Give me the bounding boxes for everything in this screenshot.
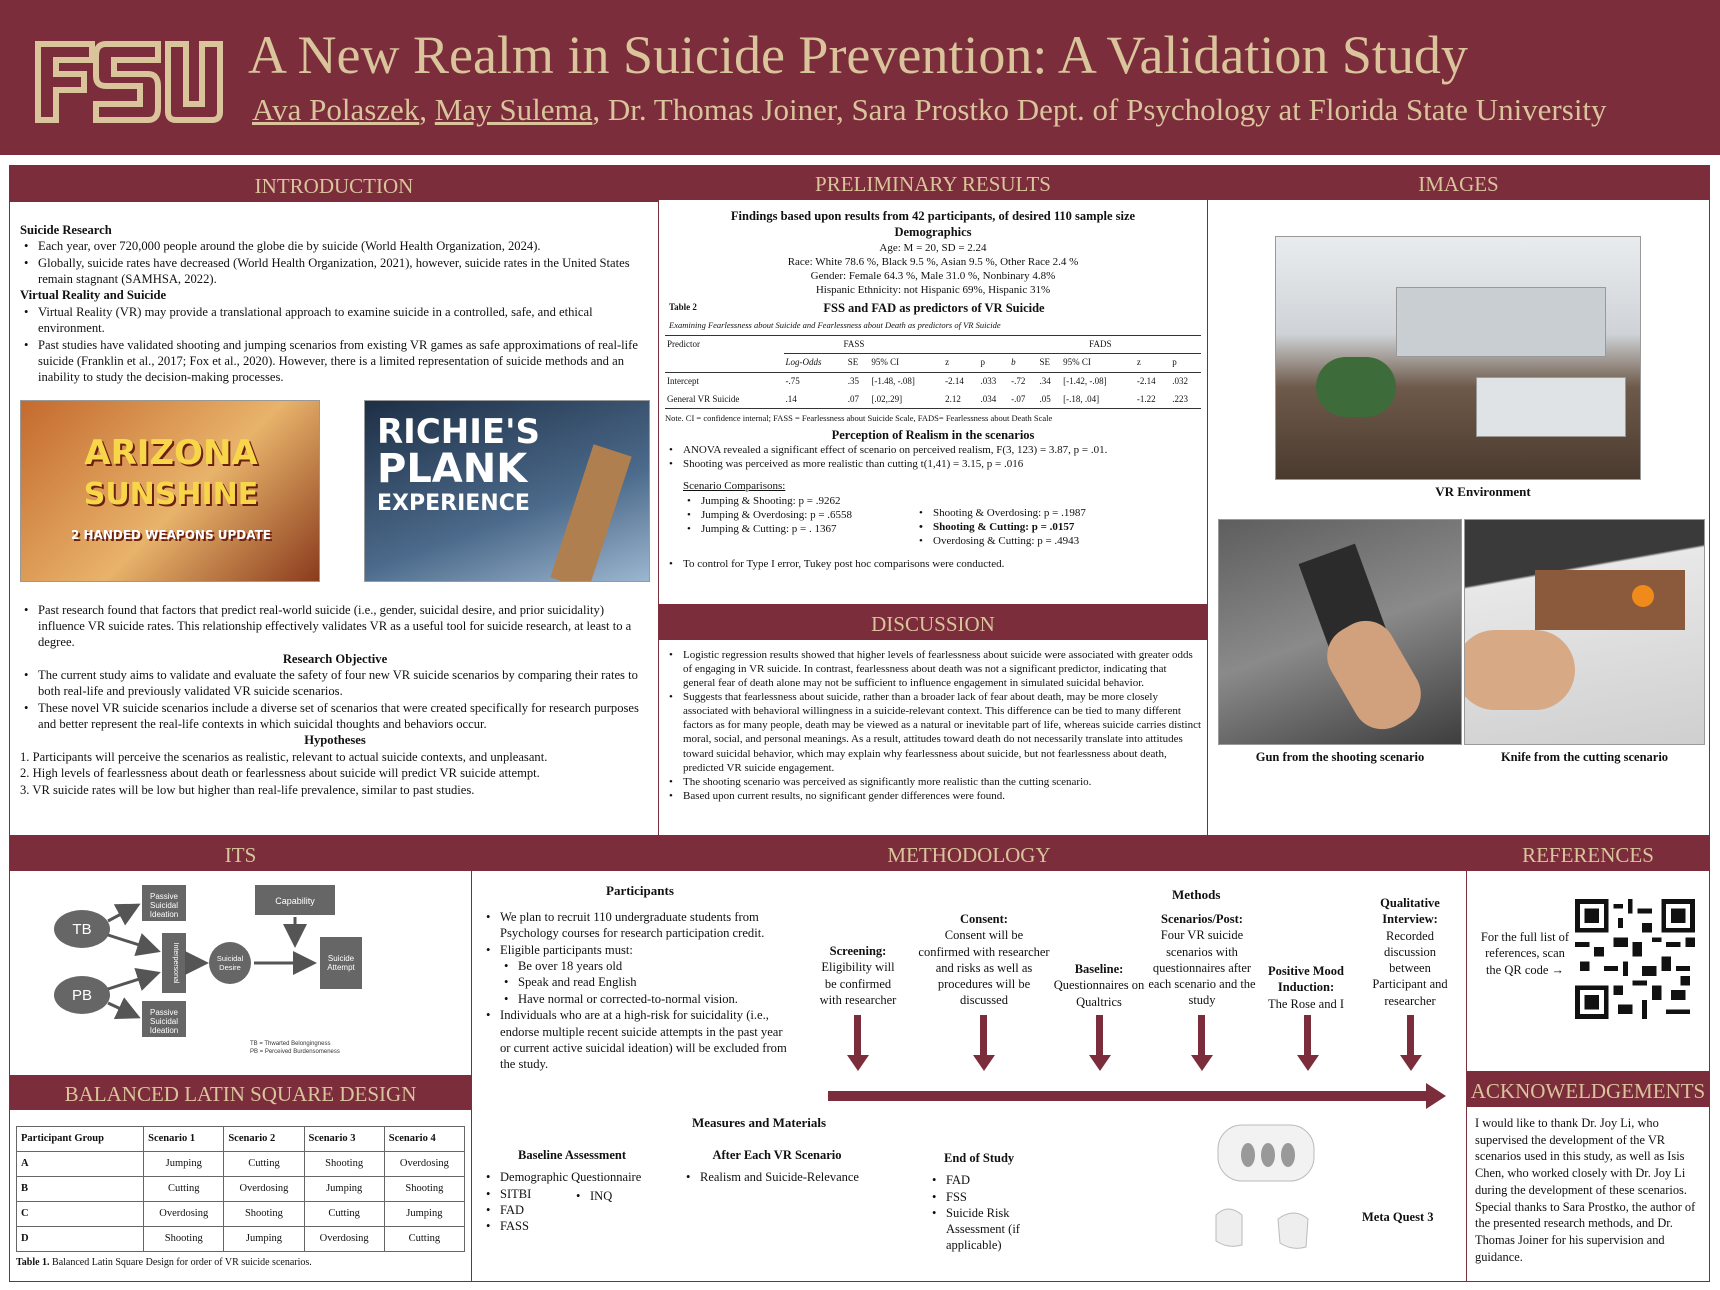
list-item: • We plan to recruit 110 undergraduate students from Psychology courses for research participation credit. xyxy=(482,909,792,942)
knife-image xyxy=(1464,519,1705,745)
step-screening: Screening: Eligibility will be confirmed with researcher xyxy=(819,944,897,1007)
fsu-logo xyxy=(34,40,224,124)
images-heading: IMAGES xyxy=(1208,166,1709,200)
weapons-subtitle: 2 HANDED WEAPONS UPDATE xyxy=(70,527,271,542)
capability-node: Capability xyxy=(275,896,315,906)
latin-square-heading: BALANCED LATIN SQUARE DESIGN xyxy=(10,1076,471,1110)
after-scenario-heading: After Each VR Scenario xyxy=(712,1148,842,1162)
timeline-arrow xyxy=(1198,1015,1205,1057)
list-item: • Jumping & Cutting: p = . 1367 xyxy=(683,522,915,536)
table-row: A Jumping Cutting Shooting Overdosing xyxy=(17,1152,465,1177)
table-col: z xyxy=(943,354,978,373)
meta-quest-caption: Meta Quest 3 xyxy=(1362,1210,1434,1224)
references-text: For the full list of references, scan the QR code → xyxy=(1480,930,1570,977)
methods-heading: Methods xyxy=(1172,887,1221,902)
findings-text: Findings based upon results from 42 participants, of desired 110 sample size xyxy=(730,209,1136,223)
list-item: • FASS xyxy=(482,1218,682,1234)
demographic-gender: Gender: Female 64.3 %, Male 31.0 %, Nonbinary 4.8% xyxy=(810,270,1056,283)
table-row: C Overdosing Shooting Cutting Jumping xyxy=(17,1202,465,1227)
list-item: • The current study aims to validate and evaluate the safety of four new VR suicide scenarios by comparing their rates to both real-life and previously validated VR suicide scenarios. xyxy=(20,667,650,700)
svg-text:Passive: Passive xyxy=(149,892,179,901)
timeline-arrow xyxy=(854,1015,861,1057)
arizona-sunshine-image xyxy=(20,400,320,582)
svg-text:Ideation: Ideation xyxy=(149,1026,179,1035)
step-consent: Consent: Consent will be confirmed with researcher and risks as well as procedures will be discussed xyxy=(918,912,1050,1008)
baseline-assessment-heading: Baseline Assessment xyxy=(518,1148,626,1162)
list-item: • Logistic regression results showed that higher levels of fearlessness about suicide were associated with greater odds of engaging in VR suicide. In contrast, fearlessness about death was not a significant predictor, indicating that general fear of death alone may not be sufficient to influence engagement in simulated suicidal behavior. xyxy=(665,648,1201,690)
list-item: • FAD xyxy=(928,1172,1068,1188)
poster-authors: Ava Polaszek, May Sulema, Dr. Thomas Joiner, Sara Prostko Dept. of Psychology at Florida State University xyxy=(252,92,1607,127)
svg-text:Desire: Desire xyxy=(219,963,241,972)
step-scenarios: Scenarios/Post: Four VR suicide scenarios with questionnaires after each scenario and the study xyxy=(1148,912,1256,1008)
table-row: D Shooting Jumping Overdosing Cutting xyxy=(17,1227,465,1252)
demographics-heading: Demographics xyxy=(894,225,972,240)
demographic-age: Age: M = 20, SD = 2.24 xyxy=(879,241,987,254)
latin-square-table: Participant Group Scenario 1 Scenario 2 Scenario 3 Scenario 4 A Jumping Cutting Shooting Overdosing B Cutting Overdosing Jumping Shooting C Overdosing Shooting Cutting Jumping D Shooting Jumping Overdosing Cutting xyxy=(16,1126,465,1252)
richies-title: RICHIE'S xyxy=(377,411,541,452)
timeline-arrow xyxy=(1096,1015,1103,1057)
table-col: 95% CI xyxy=(869,354,943,373)
regression-table xyxy=(665,335,1201,410)
demographic-race: Race: White 78.6 %, Black 9.5 %, Asian 9.5 %, Other Race 2.4 % xyxy=(787,255,1079,268)
knife-caption: Knife from the cutting scenario xyxy=(1500,750,1669,764)
table-col: z xyxy=(1135,354,1170,373)
hypotheses-heading: Hypotheses xyxy=(304,733,366,748)
intro-subheading: Virtual Reality and Suicide xyxy=(20,288,167,303)
table-row: Intercept -.75 .35 [-1.48, -.08] -2.14 .033 -.72 .34 [-1.42, -.08] -2.14 .032 xyxy=(667,376,1188,387)
svg-text:Passive: Passive xyxy=(149,1008,179,1017)
table-col: Log-Odds xyxy=(784,354,846,373)
discussion-panel xyxy=(658,605,1208,836)
research-objective-heading: Research Objective xyxy=(282,651,388,666)
list-item: • To control for Type I error, Tukey post hoc comparisons were conducted. xyxy=(665,557,1201,571)
end-of-study xyxy=(928,1150,1068,1254)
poster-title: A New Realm in Suicide Prevention: A Validation Study xyxy=(248,25,1468,85)
list-item: • Overdosing & Cutting: p = .4943 xyxy=(915,534,1086,548)
list-item: • FSS xyxy=(928,1189,1068,1205)
table-row: General VR Suicide .14 .07 [.02,.29] 2.12 .034 -.07 .05 [-.18, .04] -1.22 .223 xyxy=(667,393,1188,404)
references-panel xyxy=(1466,836,1710,1072)
its-diagram xyxy=(10,873,472,1073)
table-col: 95% CI xyxy=(1061,354,1135,373)
list-item: • Realism and Suicide-Relevance xyxy=(682,1169,872,1185)
its-legend-pb: PB = Perceived Burdensomeness xyxy=(250,1049,340,1055)
list-item: • Jumping & Overdosing: p = .6558 xyxy=(683,508,915,522)
table-caption: Examining Fearlessness about Suicide and Fearlessness about Death as predictors of VR Suicide xyxy=(669,319,1001,330)
vr-environment-image xyxy=(1275,236,1641,480)
measures-heading: Measures and Materials xyxy=(692,1115,827,1130)
table-header: FADS xyxy=(1089,338,1112,349)
list-item: • Individuals who are at a high-risk for suicidality (i.e., endorse multiple recent suicide attempts in the past year or current active suicidal ideation) will be excluded from the study. xyxy=(482,1007,792,1072)
scenario-comparisons-heading: Scenario Comparisons: xyxy=(683,480,786,493)
timeline-arrow xyxy=(1304,1015,1311,1057)
step-qualitative-interview: Qualitative Interview: Recorded discussion between Participant and researcher xyxy=(1372,896,1448,1008)
svg-text:Suicidal: Suicidal xyxy=(216,954,244,963)
hypothesis-item: 3. VR suicide rates will be low but higher than real-life prevalence, similar to past studies. xyxy=(20,782,475,797)
table-col: SE xyxy=(1037,354,1061,373)
svg-text:Ideation: Ideation xyxy=(149,910,179,919)
experience-title: EXPERIENCE xyxy=(377,490,530,516)
its-panel xyxy=(9,836,472,1077)
participants-heading: Participants xyxy=(606,883,674,898)
step-baseline: Baseline: Questionnaires on Qualtrics xyxy=(1053,962,1145,1009)
list-item: • Shooting was perceived as more realistic than cutting t(1,41) = 3.15, p = .016 xyxy=(665,457,1201,471)
list-item: • Shooting & Cutting: p = .0157 xyxy=(915,520,1086,534)
svg-text:Suicidal: Suicidal xyxy=(149,1017,179,1026)
list-item: • Based upon current results, no significant gender differences were found. xyxy=(665,789,1201,803)
introduction-heading: INTRODUCTION xyxy=(10,166,658,202)
list-item: • Suicide Risk Assessment (if applicable) xyxy=(928,1205,1068,1254)
its-legend-tb: TB = Thwarted Belongingness xyxy=(250,1041,331,1047)
after-each-scenario xyxy=(682,1147,872,1186)
table-col: b xyxy=(1009,354,1037,373)
latin-square-panel xyxy=(9,1075,472,1282)
latin-square-caption: Table 1. Balanced Latin Square Design for order of VR suicide scenarios. xyxy=(16,1257,312,1268)
gun-image xyxy=(1218,519,1462,745)
intro-subheading: Suicide Research xyxy=(20,223,112,237)
timeline-arrow xyxy=(980,1015,987,1057)
acknowledgements-panel xyxy=(1466,1072,1710,1282)
list-item: • Globally, suicide rates have decreased (World Health Organization, 2021), however, suicide rates in the United States remain stagnant (SAMHSA, 2022). xyxy=(20,255,650,288)
arizona-title: ARIZONA xyxy=(84,432,258,473)
table-col: p xyxy=(978,354,1009,373)
demographic-hispanic: Hispanic Ethnicity: not Hispanic 69%, Hispanic 31% xyxy=(815,284,1051,297)
table-note: Note. CI = confidence internal; FASS = Fearlessness about Suicide Scale, FADS= Fearlessness about Death Scale xyxy=(665,413,1053,424)
svg-text:Suicidal: Suicidal xyxy=(149,901,179,910)
timeline-arrow xyxy=(1407,1015,1414,1057)
hypothesis-item: 1. Participants will perceive the scenarios as realistic, relevant to actual suicide contexts, and unpleasant. xyxy=(20,749,548,764)
list-item: • Suggests that fearlessness about suicide, rather than a broader lack of fear about death, may be more closely associated with behavioral willingness in a suicide-relevant context. This difference can be tied to many different factors as for many people, death may be viewed as a natural or inevitable part of life, whereas suicide carries distinct moral, social, and personal meanings. As a result, attitudes toward death do not necessarily translate into attitudes toward suicidal behavior, which may explain why fearlessness about suicide, but not fearlessness about death, predicted VR suicide engagement. xyxy=(665,690,1201,774)
list-item: • Demographic Questionnaire xyxy=(482,1169,682,1185)
svg-text:Interpersonal: Interpersonal xyxy=(172,942,179,984)
table-col: p xyxy=(1170,354,1201,373)
list-item: • Past research found that factors that predict real-world suicide (i.e., gender, suicidal desire, and prior suicidality) influence VR suicide rates. This relationship effectively validates VR as a useful tool for suicide research, at least to a degree. xyxy=(20,602,650,651)
qr-code[interactable] xyxy=(1575,899,1695,1019)
meta-quest-headset-image xyxy=(1208,1115,1338,1255)
list-item: • Past studies have validated shooting and jumping scenarios from existing VR games as safe approximations of real-life suicide (Franklin et al., 2017; Fox et al., 2020). However, there is a limited representation of suicide methods and an inability to study the decision-making processes. xyxy=(20,337,650,386)
timeline-bar xyxy=(828,1091,1428,1101)
discussion-heading: DISCUSSION xyxy=(659,606,1207,640)
list-item: • ANOVA revealed a significant effect of scenario on perceived realism, F(3, 123) = 3.87, p = .01. xyxy=(665,443,1201,457)
methodology-heading: METHODOLOGY xyxy=(472,837,1466,871)
list-item: • Each year, over 720,000 people around the globe die by suicide (World Health Organization, 2024). xyxy=(20,238,650,254)
acknowledgements-text: I would like to thank Dr. Joy Li, who supervised the development of the VR scenarios used in this study, as well as Isis Chen, who worked closely with Dr. Joy Li during the development of these scenarios. Special thanks to Sara Prostko, the author of the presented research methods, and Dr. Thomas Joiner for his supervision and guidance. xyxy=(1475,1116,1696,1264)
list-item: • Jumping & Shooting: p = .9262 xyxy=(683,494,915,508)
list-item: • SITBI xyxy=(482,1186,682,1202)
svg-text:Attempt: Attempt xyxy=(327,963,355,972)
introduction-panel xyxy=(9,165,659,836)
acknowledgements-heading: ACKNOWELDGEMENTS xyxy=(1467,1073,1709,1107)
end-of-study-heading: End of Study xyxy=(944,1151,1015,1165)
pb-node: PB xyxy=(71,987,93,1004)
svg-text:Suicide: Suicide xyxy=(327,954,355,963)
plank-title: PLANK xyxy=(377,445,528,492)
list-item: • These novel VR suicide scenarios include a diverse set of scenarios that were created specifically for research purposes and better represent the real-life contexts in which suicidal thoughts and behaviors occur. xyxy=(20,700,650,733)
hypothesis-item: 2. High levels of fearlessness about death or fearlessness about suicide will predict VR suicide attempt. xyxy=(20,766,540,781)
table-label: Table 2 xyxy=(669,301,697,312)
vr-environment-caption: VR Environment xyxy=(1435,484,1531,499)
sunshine-title: SUNSHINE xyxy=(83,476,259,512)
list-item: • Eligible participants must: xyxy=(482,942,792,958)
preliminary-results-panel xyxy=(658,165,1208,605)
list-item: • The shooting scenario was perceived as significantly more realistic than the cutting scenario. xyxy=(665,775,1201,789)
list-item: • Be over 18 years old xyxy=(500,958,792,974)
methodology-panel xyxy=(471,836,1467,1282)
table-row: B Cutting Overdosing Jumping Shooting xyxy=(17,1177,465,1202)
table-title: FSS and FAD as predictors of VR Suicide xyxy=(823,300,1045,315)
table-header: Predictor xyxy=(667,338,700,349)
list-item: • Virtual Reality (VR) may provide a translational approach to examine suicide in a controlled, safe, and ethical environment. xyxy=(20,304,650,337)
list-item: • FAD xyxy=(482,1202,682,1218)
references-heading: REFERENCES xyxy=(1467,837,1709,871)
table-col: SE xyxy=(846,354,870,373)
preliminary-results-heading: PRELIMINARY RESULTS xyxy=(659,166,1207,200)
richies-plank-image xyxy=(364,400,650,582)
realism-heading: Perception of Realism in the scenarios xyxy=(831,427,1035,442)
step-mood-induction: Positive Mood Induction: The Rose and I xyxy=(1267,964,1345,1011)
list-item: • Have normal or corrected-to-normal vision. xyxy=(500,991,792,1007)
its-heading: ITS xyxy=(10,837,471,871)
list-item: • INQ xyxy=(572,1188,612,1204)
list-item: • Speak and read English xyxy=(500,974,792,990)
tb-node: TB xyxy=(72,921,92,938)
poster-header xyxy=(0,0,1720,155)
table-header: FASS xyxy=(843,338,865,349)
gun-caption: Gun from the shooting scenario xyxy=(1255,750,1425,764)
list-item: • Shooting & Overdosing: p = .1987 xyxy=(915,506,1086,520)
images-panel xyxy=(1207,165,1710,836)
